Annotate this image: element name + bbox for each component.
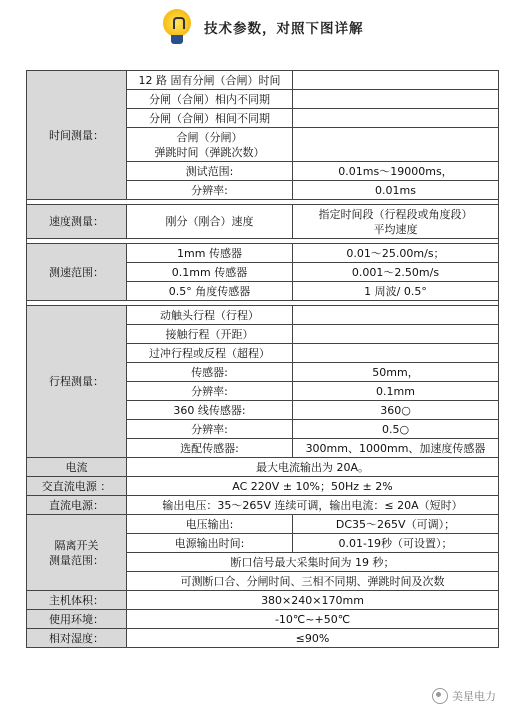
- value-cell: AC 220V ± 10%；50Hz ± 2%: [127, 477, 499, 496]
- watermark: [432, 688, 496, 704]
- value-cell: 380×240×170mm: [127, 591, 499, 610]
- param-cell: 电源输出时间:: [127, 534, 293, 553]
- value-cell: [293, 109, 499, 128]
- table-row: [27, 205, 499, 239]
- param-cell: 接触行程（开距）: [127, 325, 293, 344]
- table-row: [27, 591, 499, 610]
- table-row: [27, 477, 499, 496]
- value-cell: [293, 128, 499, 162]
- param-cell: 动触头行程（行程）: [127, 306, 293, 325]
- param-cell: 1mm 传感器: [127, 244, 293, 263]
- param-cell: 分辨率:: [127, 420, 293, 439]
- param-cell: 分辨率:: [127, 181, 293, 200]
- category-cell: 相对湿度：: [27, 629, 127, 648]
- param-cell: 选配传感器:: [127, 439, 293, 458]
- table-row: [27, 71, 499, 90]
- value-cell: 0.01ms～19000ms，: [293, 162, 499, 181]
- table-row: [27, 496, 499, 515]
- param-cell: 分闸（合闸）相内不同期: [127, 90, 293, 109]
- category-cell: 行程测量：: [27, 306, 127, 458]
- table-row: [27, 458, 499, 477]
- category-cell: 使用环境：: [27, 610, 127, 629]
- wechat-logo-icon: [432, 688, 448, 704]
- watermark-text: 美星电力: [452, 690, 496, 703]
- value-cell: 0.01ms: [293, 181, 499, 200]
- param-cell: 过冲行程或反程（超程）: [127, 344, 293, 363]
- value-cell: 1 周波/ 0.5°: [293, 282, 499, 301]
- param-cell: 测试范围:: [127, 162, 293, 181]
- category-cell: 电流: [27, 458, 127, 477]
- value-cell: -10℃~+50℃: [127, 610, 499, 629]
- table-row: [27, 629, 499, 648]
- section-header: [160, 4, 364, 50]
- category-cell: 隔离开关 测量范围：: [27, 515, 127, 591]
- param-cell: 12 路 固有分闸（合闸）时间: [127, 71, 293, 90]
- param-cell: 0.1mm 传感器: [127, 263, 293, 282]
- value-cell: 300mm、1000mm、加速度传感器: [293, 439, 499, 458]
- param-cell: 合闸（分闸） 弹跳时间（弹跳次数）: [127, 128, 293, 162]
- value-cell: [293, 71, 499, 90]
- table-row: [27, 244, 499, 263]
- value-cell: 最大电流输出为 20A。: [127, 458, 499, 477]
- value-cell: 输出电压：35～265V 连续可调，输出电流：≤ 20A（短时）: [127, 496, 499, 515]
- value-cell: [293, 90, 499, 109]
- category-cell: 直流电源：: [27, 496, 127, 515]
- param-cell: 360 线传感器:: [127, 401, 293, 420]
- value-cell: 断口信号最大采集时间为 19 秒；: [127, 553, 499, 572]
- value-cell: 0.1mm: [293, 382, 499, 401]
- value-cell: 50mm，: [293, 363, 499, 382]
- category-cell: 速度测量：: [27, 205, 127, 239]
- spec-table: [26, 70, 499, 648]
- value-cell: 0.5○: [293, 420, 499, 439]
- param-cell: 传感器:: [127, 363, 293, 382]
- param-cell: 0.5° 角度传感器: [127, 282, 293, 301]
- value-cell: [293, 325, 499, 344]
- table-row: [27, 515, 499, 534]
- param-cell: 电压输出:: [127, 515, 293, 534]
- lightbulb-icon: [160, 7, 194, 47]
- value-cell: ≤90%: [127, 629, 499, 648]
- param-cell: 分辨率:: [127, 382, 293, 401]
- value-cell: [293, 306, 499, 325]
- category-cell: 交直流电源 ：: [27, 477, 127, 496]
- table-row: [27, 306, 499, 325]
- header-title: 技术参数，对照下图详解: [204, 21, 364, 37]
- category-cell: 测速范围：: [27, 244, 127, 301]
- value-cell: 0.01-19秒（可设置）；: [293, 534, 499, 553]
- category-cell: 时间测量：: [27, 71, 127, 200]
- value-cell: 可测断口合、分闸时间、三相不同期、弹跳时间及次数: [127, 572, 499, 591]
- value-cell: 0.001～2.50m/s: [293, 263, 499, 282]
- value-cell: DC35～265V（可调）；: [293, 515, 499, 534]
- param-cell: 刚分（刚合）速度: [127, 205, 293, 239]
- value-cell: 360○: [293, 401, 499, 420]
- value-cell: 指定时间段（行程段或角度段） 平均速度: [293, 205, 499, 239]
- value-cell: 0.01～25.00m/s；: [293, 244, 499, 263]
- value-cell: [293, 344, 499, 363]
- category-cell: 主机体积：: [27, 591, 127, 610]
- table-row: [27, 610, 499, 629]
- param-cell: 分闸（合闸）相间不同期: [127, 109, 293, 128]
